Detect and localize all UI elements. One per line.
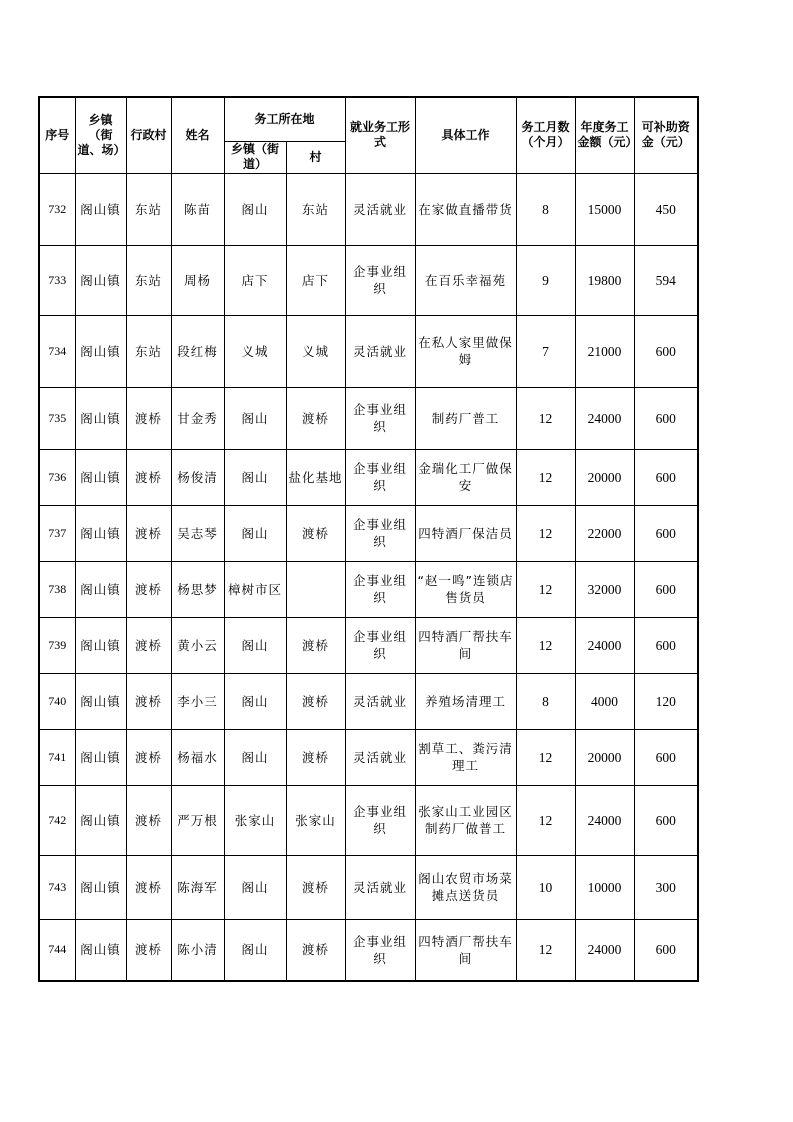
row-loc-village — [286, 561, 345, 617]
row-amount: 20000 — [575, 729, 634, 785]
row-town: 阁山镇 — [75, 387, 126, 449]
row-loc-village: 渡桥 — [286, 387, 345, 449]
row-subsidy: 450 — [634, 173, 698, 245]
row-loc-town: 阁山 — [224, 919, 286, 981]
row-job: 在百乐幸福苑 — [415, 245, 516, 315]
row-name: 杨福水 — [171, 729, 224, 785]
row-town: 阁山镇 — [75, 785, 126, 855]
row-seq: 736 — [39, 449, 75, 505]
row-subsidy: 600 — [634, 449, 698, 505]
table-row — [39, 729, 698, 785]
row-name: 甘金秀 — [171, 387, 224, 449]
row-town: 阁山镇 — [75, 919, 126, 981]
row-months: 9 — [516, 245, 575, 315]
row-months: 12 — [516, 729, 575, 785]
row-name: 陈苗 — [171, 173, 224, 245]
row-form: 灵活就业 — [345, 173, 415, 245]
header-work-location: 务工所在地 — [224, 97, 345, 141]
table-row — [39, 785, 698, 855]
row-form: 企事业组织 — [345, 505, 415, 561]
row-amount: 24000 — [575, 387, 634, 449]
subsidy-table-sheet — [38, 96, 699, 982]
row-seq: 742 — [39, 785, 75, 855]
row-months: 12 — [516, 785, 575, 855]
row-seq: 734 — [39, 315, 75, 387]
row-job: 四特酒厂帮扶车间 — [415, 919, 516, 981]
row-seq: 744 — [39, 919, 75, 981]
header-job: 具体工作 — [415, 97, 516, 173]
row-subsidy: 600 — [634, 387, 698, 449]
table-row — [39, 245, 698, 315]
row-town: 阁山镇 — [75, 245, 126, 315]
row-town: 阁山镇 — [75, 173, 126, 245]
row-job: 张家山工业园区制药厂做普工 — [415, 785, 516, 855]
row-village: 东站 — [126, 173, 171, 245]
header-loc-village: 村 — [286, 141, 345, 173]
row-subsidy: 600 — [634, 505, 698, 561]
row-form: 灵活就业 — [345, 729, 415, 785]
table-row — [39, 505, 698, 561]
row-subsidy: 600 — [634, 729, 698, 785]
row-village: 渡桥 — [126, 785, 171, 855]
row-form: 企事业组织 — [345, 919, 415, 981]
table-row — [39, 617, 698, 673]
row-form: 灵活就业 — [345, 673, 415, 729]
row-amount: 24000 — [575, 919, 634, 981]
row-form: 企事业组织 — [345, 387, 415, 449]
row-name: 李小三 — [171, 673, 224, 729]
row-months: 7 — [516, 315, 575, 387]
row-job: 金瑞化工厂做保安 — [415, 449, 516, 505]
row-amount: 21000 — [575, 315, 634, 387]
row-name: 周杨 — [171, 245, 224, 315]
row-subsidy: 594 — [634, 245, 698, 315]
row-village: 渡桥 — [126, 387, 171, 449]
row-subsidy: 120 — [634, 673, 698, 729]
row-town: 阁山镇 — [75, 315, 126, 387]
row-amount: 20000 — [575, 449, 634, 505]
row-job: 四特酒厂帮扶车间 — [415, 617, 516, 673]
row-name: 杨思梦 — [171, 561, 224, 617]
row-town: 阁山镇 — [75, 855, 126, 919]
row-form: 企事业组织 — [345, 785, 415, 855]
subsidy-table — [38, 96, 699, 982]
row-months: 10 — [516, 855, 575, 919]
row-form: 企事业组织 — [345, 561, 415, 617]
row-name: 杨俊清 — [171, 449, 224, 505]
row-loc-village: 店下 — [286, 245, 345, 315]
row-loc-village: 盐化基地 — [286, 449, 345, 505]
row-loc-town: 阁山 — [224, 617, 286, 673]
row-loc-town: 阁山 — [224, 449, 286, 505]
row-months: 8 — [516, 673, 575, 729]
table-row — [39, 673, 698, 729]
row-months: 12 — [516, 449, 575, 505]
row-town: 阁山镇 — [75, 673, 126, 729]
row-job: 割草工、粪污清理工 — [415, 729, 516, 785]
row-village: 渡桥 — [126, 617, 171, 673]
row-seq: 741 — [39, 729, 75, 785]
row-loc-town: 阁山 — [224, 387, 286, 449]
row-job: 养殖场清理工 — [415, 673, 516, 729]
header-town: 乡镇（街道、场） — [75, 97, 126, 173]
row-village: 渡桥 — [126, 855, 171, 919]
row-loc-town: 义城 — [224, 315, 286, 387]
row-subsidy: 300 — [634, 855, 698, 919]
header-amount: 年度务工金额（元） — [575, 97, 634, 173]
row-seq: 733 — [39, 245, 75, 315]
row-months: 12 — [516, 505, 575, 561]
row-seq: 738 — [39, 561, 75, 617]
row-loc-village: 张家山 — [286, 785, 345, 855]
row-village: 渡桥 — [126, 919, 171, 981]
row-amount: 22000 — [575, 505, 634, 561]
row-town: 阁山镇 — [75, 729, 126, 785]
header-village: 行政村 — [126, 97, 171, 173]
row-town: 阁山镇 — [75, 617, 126, 673]
row-village: 渡桥 — [126, 505, 171, 561]
row-subsidy: 600 — [634, 561, 698, 617]
row-name: 黄小云 — [171, 617, 224, 673]
header-loc-town: 乡镇（街道） — [224, 141, 286, 173]
row-form: 灵活就业 — [345, 315, 415, 387]
row-village: 渡桥 — [126, 449, 171, 505]
row-name: 严万根 — [171, 785, 224, 855]
header-months: 务工月数（个月） — [516, 97, 575, 173]
row-name: 段红梅 — [171, 315, 224, 387]
row-subsidy: 600 — [634, 919, 698, 981]
row-job: 在私人家里做保姆 — [415, 315, 516, 387]
row-form: 企事业组织 — [345, 449, 415, 505]
header-form: 就业务工形式 — [345, 97, 415, 173]
row-seq: 739 — [39, 617, 75, 673]
row-loc-town: 樟树市区 — [224, 561, 286, 617]
row-loc-town: 阁山 — [224, 173, 286, 245]
row-loc-town: 阁山 — [224, 729, 286, 785]
row-village: 渡桥 — [126, 673, 171, 729]
row-subsidy: 600 — [634, 785, 698, 855]
row-village: 渡桥 — [126, 729, 171, 785]
row-loc-village: 东站 — [286, 173, 345, 245]
row-months: 12 — [516, 387, 575, 449]
row-loc-town: 阁山 — [224, 855, 286, 919]
row-name: 陈海军 — [171, 855, 224, 919]
header-seq: 序号 — [39, 97, 75, 173]
row-form: 企事业组织 — [345, 245, 415, 315]
row-village: 东站 — [126, 245, 171, 315]
row-loc-town: 阁山 — [224, 673, 286, 729]
row-town: 阁山镇 — [75, 561, 126, 617]
row-loc-village: 渡桥 — [286, 855, 345, 919]
row-loc-town: 店下 — [224, 245, 286, 315]
row-seq: 737 — [39, 505, 75, 561]
table-row — [39, 561, 698, 617]
row-subsidy: 600 — [634, 617, 698, 673]
table-row — [39, 919, 698, 981]
table-row — [39, 855, 698, 919]
row-loc-village: 渡桥 — [286, 729, 345, 785]
table-row — [39, 387, 698, 449]
row-job: 四特酒厂保洁员 — [415, 505, 516, 561]
row-village: 东站 — [126, 315, 171, 387]
row-amount: 15000 — [575, 173, 634, 245]
row-loc-town: 张家山 — [224, 785, 286, 855]
header-subsidy: 可补助资金（元） — [634, 97, 698, 173]
table-row — [39, 449, 698, 505]
row-months: 12 — [516, 561, 575, 617]
row-amount: 32000 — [575, 561, 634, 617]
row-loc-village: 渡桥 — [286, 505, 345, 561]
row-seq: 740 — [39, 673, 75, 729]
header-name: 姓名 — [171, 97, 224, 173]
row-amount: 10000 — [575, 855, 634, 919]
row-loc-village: 渡桥 — [286, 673, 345, 729]
table-row — [39, 315, 698, 387]
row-job: 制药厂普工 — [415, 387, 516, 449]
row-job: 阁山农贸市场菜摊点送货员 — [415, 855, 516, 919]
row-amount: 4000 — [575, 673, 634, 729]
table-row — [39, 173, 698, 245]
row-name: 吴志琴 — [171, 505, 224, 561]
row-amount: 24000 — [575, 785, 634, 855]
row-amount: 24000 — [575, 617, 634, 673]
row-months: 8 — [516, 173, 575, 245]
row-months: 12 — [516, 617, 575, 673]
row-seq: 732 — [39, 173, 75, 245]
row-loc-village: 义城 — [286, 315, 345, 387]
row-village: 渡桥 — [126, 561, 171, 617]
row-loc-village: 渡桥 — [286, 617, 345, 673]
row-job: “赵一鸣”连锁店售货员 — [415, 561, 516, 617]
row-name: 陈小清 — [171, 919, 224, 981]
row-months: 12 — [516, 919, 575, 981]
row-town: 阁山镇 — [75, 505, 126, 561]
row-form: 企事业组织 — [345, 617, 415, 673]
row-loc-town: 阁山 — [224, 505, 286, 561]
row-town: 阁山镇 — [75, 449, 126, 505]
row-seq: 743 — [39, 855, 75, 919]
row-subsidy: 600 — [634, 315, 698, 387]
row-form: 灵活就业 — [345, 855, 415, 919]
row-seq: 735 — [39, 387, 75, 449]
row-loc-village: 渡桥 — [286, 919, 345, 981]
row-job: 在家做直播带货 — [415, 173, 516, 245]
row-amount: 19800 — [575, 245, 634, 315]
